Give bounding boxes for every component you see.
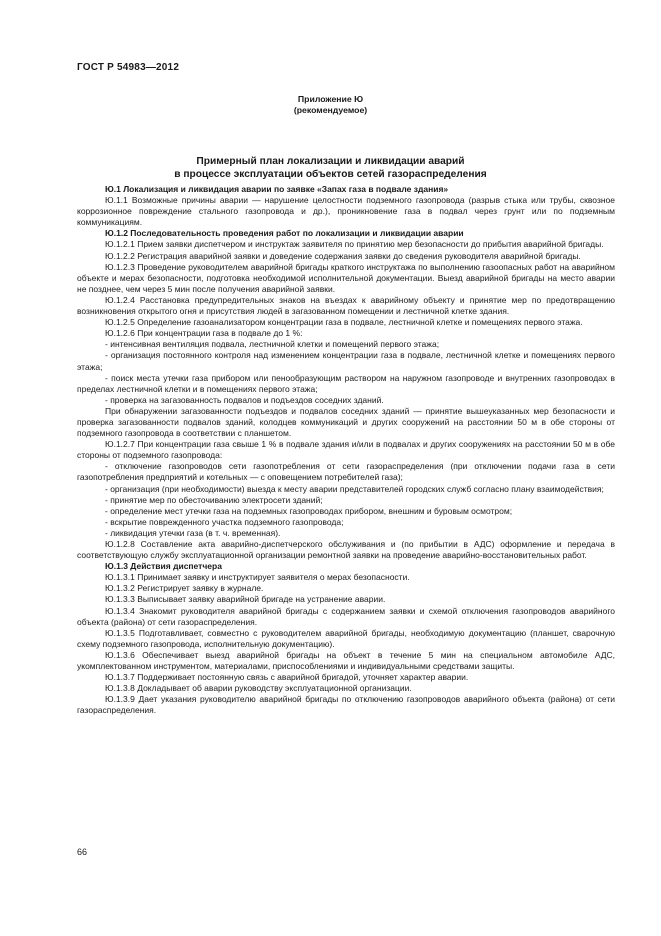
list-item: - организация постоянного контроля над изменением концентрации газа в подвале, лестничной клетке и помещениях первого этажа; xyxy=(77,350,615,372)
paragraph: Ю.1.2.6 При концентрации газа в подвале до 1 %: xyxy=(105,328,303,339)
paragraph: Ю.1.3.1 Принимает заявку и инструктирует заявителя о мерах безопасности. xyxy=(105,572,410,583)
paragraph: Ю.1.2.8 Составление акта аварийно-диспетчерского обслуживания и (по прибытии в АДС) оформление и передача в соответствующую службу эксплуатационной организации ремонтной заявки на проведение аварийно-восстановительных работ. xyxy=(77,539,615,561)
paragraph: Ю.1.3.6 Обеспечивает выезд аварийной бригады на объект в течение 5 мин на специальном автомобиле АДС, укомплектованном инструментом, материалами, приспособлениями и индивидуальными средствами защиты. xyxy=(77,649,615,672)
list-item: - поиск места утечки газа прибором или пенообразующим раствором на наружном газопроводе и внутренних газопроводах в пределах лестничной клетки и в помещениях первого этажа; xyxy=(77,372,615,394)
annex-subtitle: (рекомендуемое) xyxy=(293,105,368,115)
paragraph: Ю.1.3.4 Знакомит руководителя аварийной бригады с содержанием заявки и схемой отключения газопроводов аварийного объекта (района) от сети газораспределения. xyxy=(77,605,615,627)
list-item: - определение мест утечки газа на подземных газопроводах прибором, внешним и буровым осмотром; xyxy=(105,505,513,516)
paragraph: Ю.1.3.3 Выписывает заявку аварийной бригаде на устранение аварии. xyxy=(105,594,386,605)
paragraph: Ю.1.2.7 При концентрации газа свыше 1 % в подвале здания и/или в подвалах и других сооружениях на расстоянии 50 м в обе стороны от подземного газопровода: xyxy=(77,439,615,461)
paragraph: Ю.1.3.7 Поддерживает постоянную связь с аварийной бригадой, уточняет характер аварии. xyxy=(105,672,469,683)
page-number: 66 xyxy=(77,847,88,857)
document-title-line-1: Примерный план локализации и ликвидации аварий xyxy=(196,156,465,167)
paragraph: Ю.1.3.5 Подготавливает, совместно с руководителем аварийной бригады, необходимую документацию (планшет, сварочную схему подземного газопровода, исполнительную документацию). xyxy=(77,627,615,649)
section-heading: Ю.1.2 Последовательность проведения работ по локализации и ликвидации аварии xyxy=(105,228,464,239)
document-body xyxy=(77,184,615,717)
paragraph: Ю.1.3.9 Дает указания руководителю аварийной бригады по отключению газопроводов аварийного объекта (района) от сети газораспределения. xyxy=(77,694,615,716)
paragraph: При обнаружении загазованности подъездов и подвалов соседних зданий — принятие вышеуказанных мер безопасности и проверка загазованности подвалов зданий, колодцев коммуникаций и других сооружений на расстоянии 50 м в обе стороны от подземного газопровода в соответствии с планшетом. xyxy=(77,405,615,439)
paragraph: Ю.1.2.2 Регистрация аварийной заявки и доведение содержания заявки до сведения руководителя аварийной бригады. xyxy=(105,250,581,261)
list-item: - вскрытие поврежденного участка подземного газопровода; xyxy=(105,516,344,527)
list-item: - отключение газопроводов сети газопотребления от сети газораспределения (при отключении подачи газа в сети газопотребления предприятий и котельных — с оповещением потребителей газа); xyxy=(77,461,615,483)
list-item: - проверка на загазованность подвалов и подъездов соседних зданий. xyxy=(105,394,384,405)
paragraph: Ю.1.2.4 Расстановка предупредительных знаков на въездах к аварийному объекту и принятие мер по предотвращению возникновения открытого огня и присутствия людей в загазованном помещении и лестничной клетке здания. xyxy=(77,294,615,317)
list-item: - организация (при необходимости) выезда к месту аварии представителей городских служб согласно плану взаимодействия; xyxy=(105,483,604,494)
section-heading: Ю.1.3 Действия диспетчера xyxy=(105,561,222,572)
paragraph: Ю.1.2.3 Проведение руководителем аварийной бригады краткого инструктажа по выполнению газоопасных работ на аварийном объекте и мерах безопасности, подготовка необходимой исполнительной документации. Выезд аварийной бригады на место аварии не позднее, чем через 5 мин после получения аварийной заявки. xyxy=(77,261,615,294)
paragraph: Ю.1.2.5 Определение газоанализатором концентрации газа в подвале, лестничной клетке и помещениях первого этажа. xyxy=(105,317,583,328)
list-item: - ликвидация утечки газа (в т. ч. временная). xyxy=(105,527,281,538)
paragraph: Ю.1.3.2 Регистрирует заявку в журнале. xyxy=(105,583,264,594)
list-item: - принятие мер по обесточиванию электросети зданий; xyxy=(105,494,323,505)
document-header: ГОСТ Р 54983—2012 xyxy=(77,62,180,73)
document-title-line-2: в процессе эксплуатации объектов сетей газораспределения xyxy=(174,169,487,180)
paragraph: Ю.1.2.1 Прием заявки диспетчером и инструктаж заявителя по принятию мер безопасности до прибытия аварийной бригады. xyxy=(105,239,604,250)
paragraph: Ю.1.3.8 Докладывает об аварии руководству эксплуатационной организации. xyxy=(105,683,412,694)
section-heading: Ю.1 Локализация и ликвидация аварии по заявке «Запах газа в подвале здания» xyxy=(105,184,449,194)
annex-title: Приложение Ю xyxy=(297,94,364,104)
list-item: - интенсивная вентиляция подвала, лестничной клетки и помещений первого этажа; xyxy=(105,339,440,350)
paragraph: Ю.1.1 Возможные причины аварии — нарушение целостности подземного газопровода (разрыв стыка или трубы, сквозное коррозионное повреждение стального газопровода и др.), проникновение газа в подвал через грунт или по подземным коммуникациям. xyxy=(77,195,615,228)
